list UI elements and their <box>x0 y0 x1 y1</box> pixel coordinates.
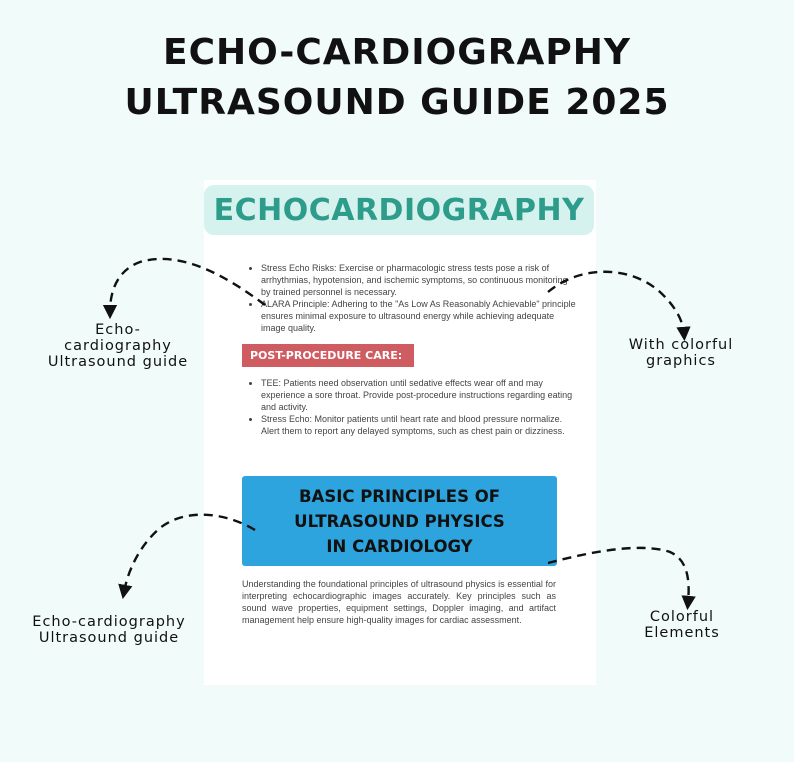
section-badge: POST-PROCEDURE CARE: <box>242 344 414 367</box>
section-heading-line-1: BASIC PRINCIPLES OF <box>298 486 501 506</box>
arrow-bottom-right <box>548 548 689 603</box>
section-heading-line-3: IN CARDIOLOGY <box>326 536 473 556</box>
arrow-top-left <box>110 259 265 312</box>
callout-label-top-left: Echo- cardiography Ultrasound guide <box>47 322 189 370</box>
list-item: • Stress Echo: Monitor patients until heart rate and blood pressure normalize. Alert them to report any delayed symptoms, such as chest pain or dizziness. <box>261 413 579 437</box>
callout-label-bottom-left: Echo-cardiography Ultrasound guide <box>32 614 186 646</box>
list-item: • Stress Echo Risks: Exercise or pharmacologic stress tests pose a risk of arrhythmias, hypotension, and ischemic symptoms, so continuous monitoring by trained personnel is necessary. <box>261 262 579 298</box>
section-heading-line-2: ULTRASOUND PHYSICS <box>294 511 505 531</box>
document-header: ECHOCARDIOGRAPHY <box>204 185 594 235</box>
arrow-bottom-left <box>124 515 255 592</box>
callout-label-bottom-right: Colorful Elements <box>644 609 720 641</box>
body-paragraph: Understanding the foundational principles of ultrasound physics is essential for interpreting echocardiographic images accurately. Key principles such as sound wave properties, equipment settings, Doppler imaging, and artifact management help ensure high-quality images for cardiac assessment. <box>242 579 556 625</box>
callout-label-top-right: With colorful graphics <box>628 337 734 369</box>
arrow-top-right <box>548 272 684 334</box>
main-title-line-2: ULTRASOUND GUIDE 2025 <box>124 82 670 123</box>
list-item: • TEE: Patients need observation until sedative effects wear off and may experience a sore throat. Provide post-procedure instructions regarding eating and activity. <box>261 377 579 413</box>
list-item: • ALARA Principle: Adhering to the "As Low As Reasonably Achievable" principle ensures minimal exposure to ultrasound energy while achieving adequate image quality. <box>261 298 579 334</box>
main-title-line-1: ECHO-CARDIOGRAPHY <box>163 32 631 73</box>
